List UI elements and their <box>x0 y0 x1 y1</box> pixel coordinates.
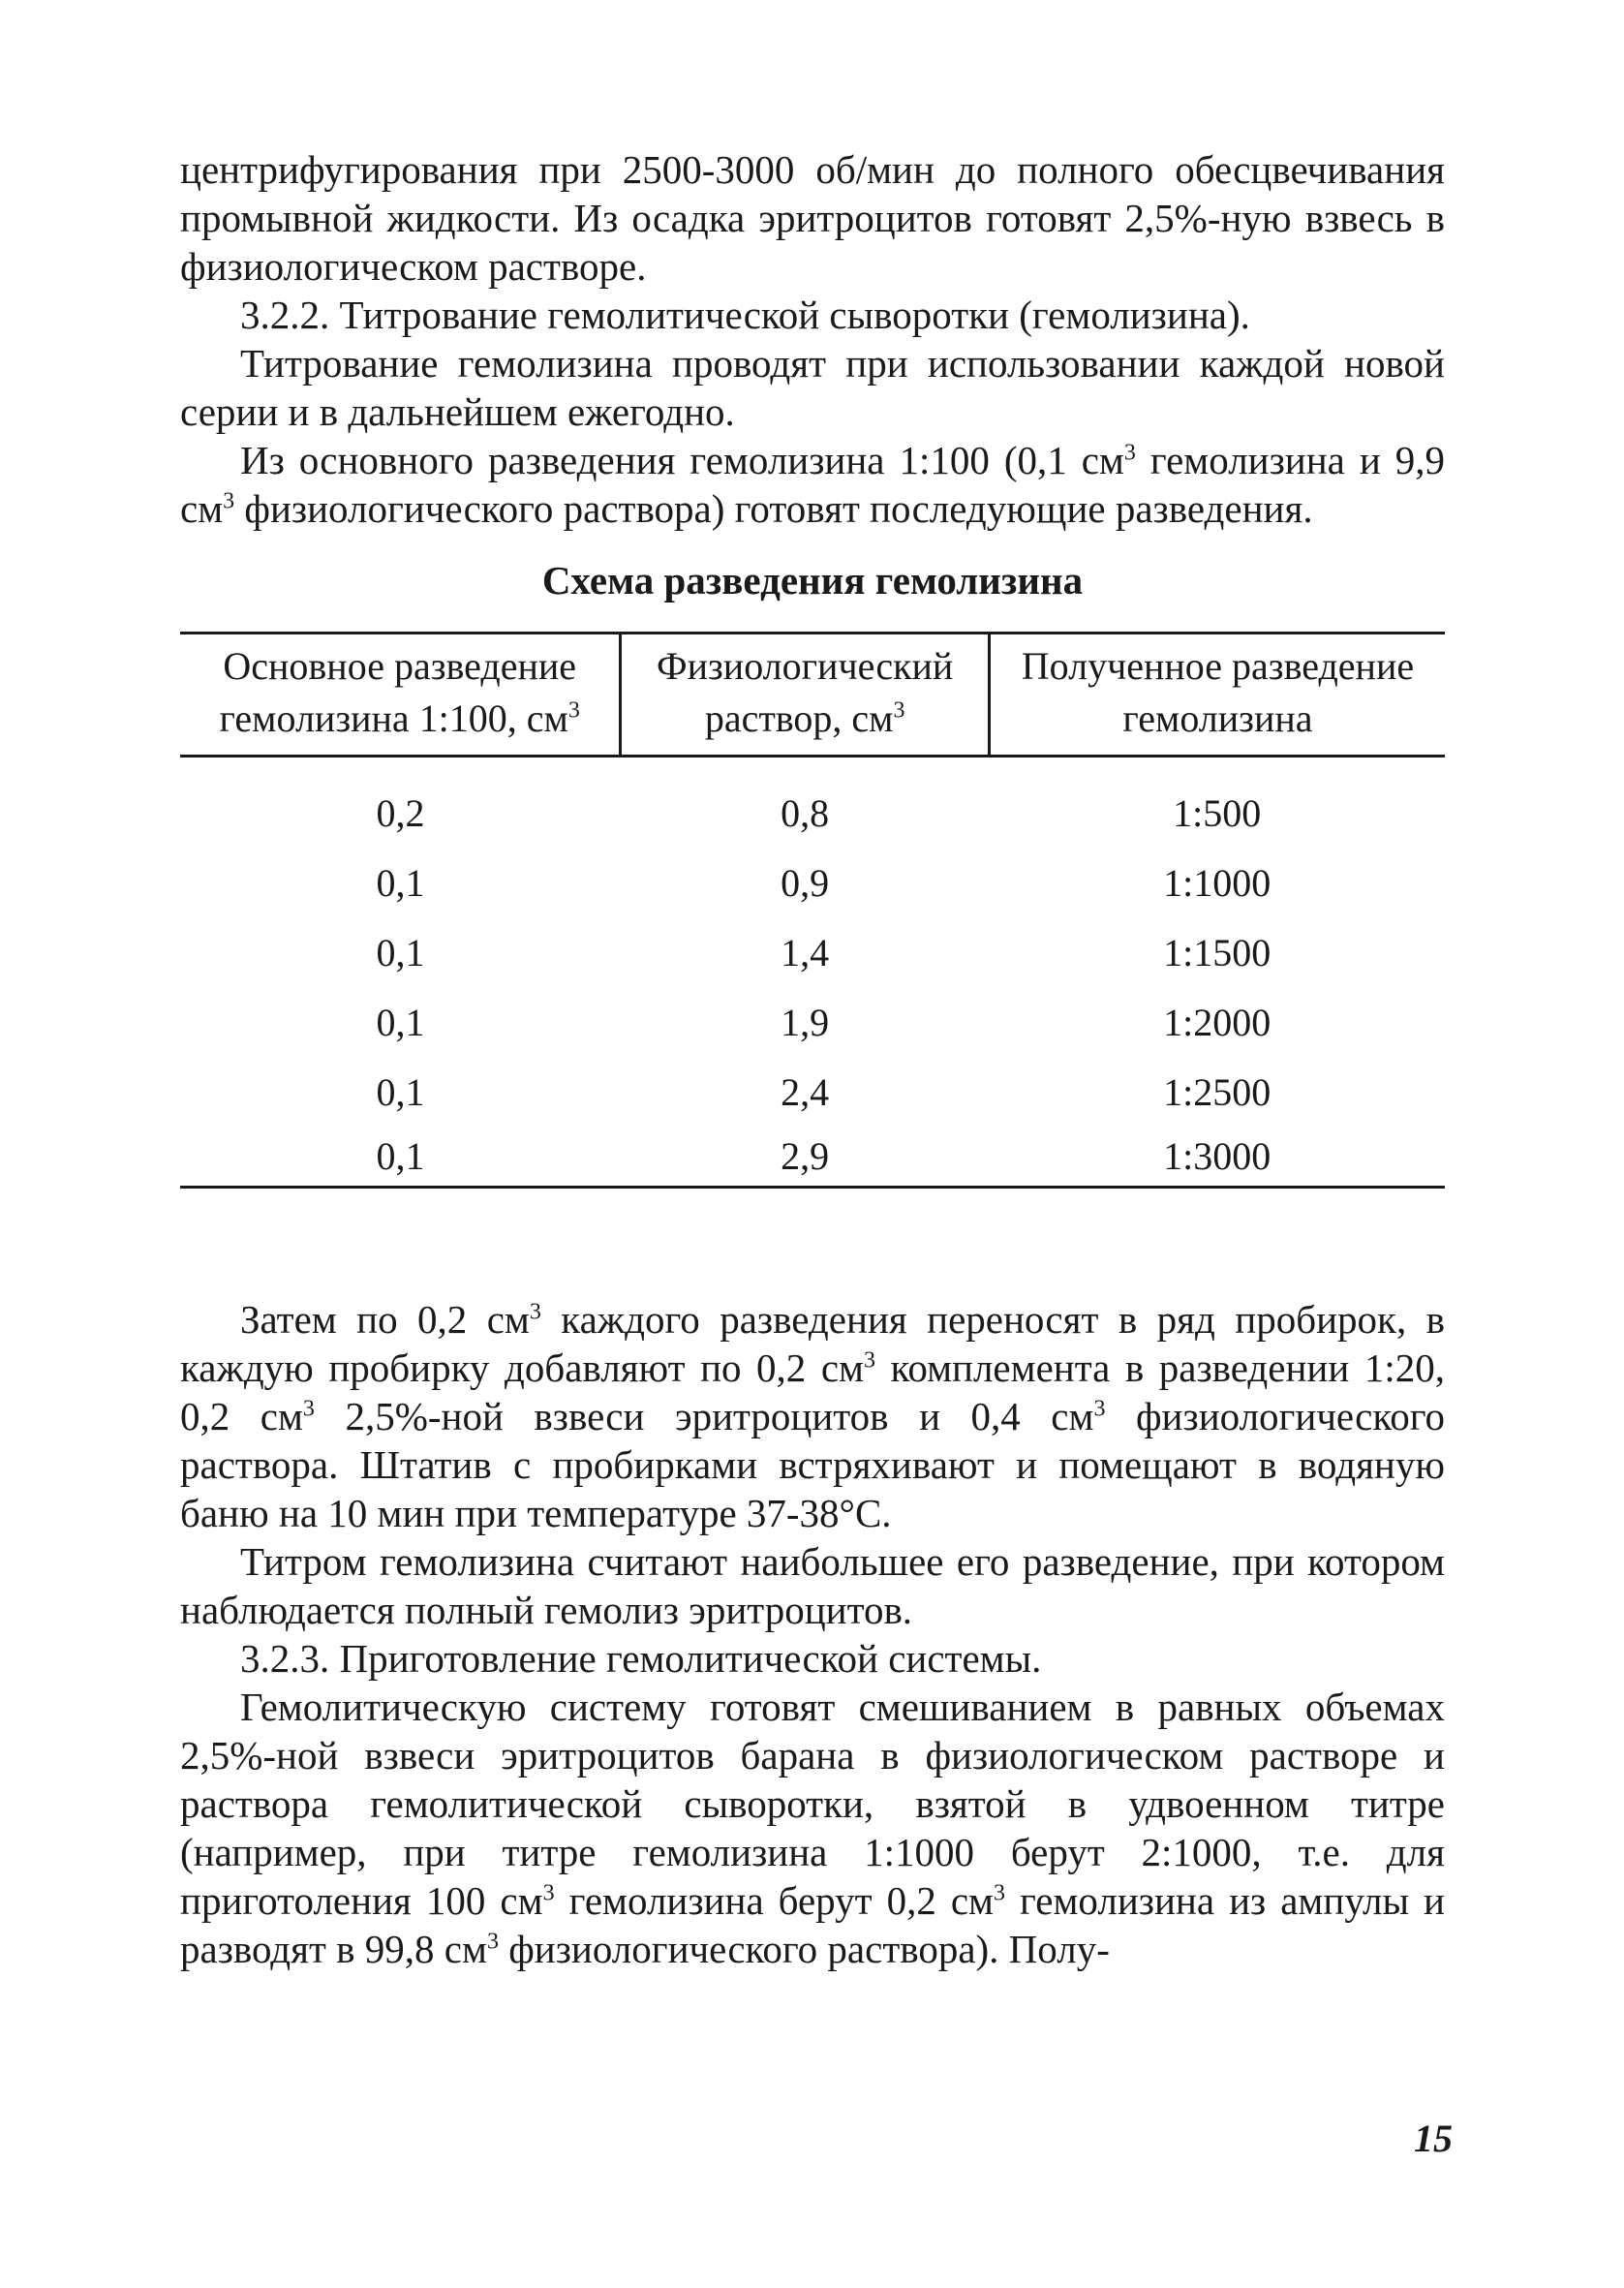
table-cell: 0,1 <box>376 861 425 905</box>
header-result-dilution <box>989 634 1445 757</box>
table-row <box>180 918 1445 988</box>
table-header-row <box>180 634 1445 757</box>
text-run: гемолизина берут 0,2 см <box>554 1878 994 1923</box>
table-cell: 0,1 <box>180 1128 621 1188</box>
superscript: 3 <box>1123 440 1136 466</box>
superscript: 3 <box>567 697 580 724</box>
superscript: 3 <box>893 697 905 724</box>
text-run: комплемента в разведении 1:20, 0,2 см <box>180 1345 1445 1438</box>
superscript: 3 <box>302 1396 315 1422</box>
table-cell: 1:500 <box>1173 791 1262 835</box>
text-run: 2,5%-ной взвеси эритроцитов и 0,4 см <box>314 1394 1094 1438</box>
table-row <box>180 849 1445 918</box>
text-run: физиологического раствора. Штатив с пробирками встряхивают и помещают в водяную баню на 10 мин при температуре 37-38°С. <box>180 1394 1445 1535</box>
table-row <box>180 1128 1445 1188</box>
superscript: 3 <box>529 1299 541 1325</box>
superscript: 3 <box>863 1347 875 1374</box>
dilution-table <box>180 632 1445 1189</box>
document-page <box>180 145 1445 1973</box>
table-cell: 0,8 <box>781 791 830 835</box>
table-cell: 1:2500 <box>1163 1070 1272 1114</box>
section-heading-3-2-2: 3.2.2. Титрование гемолитической сыворотки (гемолизина). <box>240 293 1250 337</box>
superscript: 3 <box>993 1880 1005 1906</box>
table-title: Схема разведения гемолизина <box>541 558 1084 603</box>
header-text: Полученное разведение гемолизина <box>1021 644 1415 740</box>
text-run: гемолизина из ампулы и разводят в 99,8 см <box>180 1878 1445 1971</box>
table-cell: 0,1 <box>376 931 425 974</box>
table-cell: 0,1 <box>376 1001 425 1044</box>
table-cell: 2,4 <box>781 1070 830 1114</box>
table-cell: 1:3000 <box>989 1128 1445 1188</box>
table-row <box>180 1058 1445 1128</box>
page-number: 15 <box>1414 2117 1453 2160</box>
paragraph-test-tubes <box>180 1295 1445 1537</box>
superscript: 3 <box>1093 1396 1106 1422</box>
header-base-dilution <box>180 634 621 757</box>
paragraph-centrifugation: центрифугирования при 2500-3000 об/мин до полного обесцвечивания промывной жидкости. Из осадка эритроцитов готовят 2,5%-ную взвесь в физиологическом растворе. <box>180 147 1445 289</box>
table-cell: 1,4 <box>781 931 830 974</box>
text-run: Затем по 0,2 см <box>240 1297 530 1342</box>
superscript: 3 <box>542 1880 555 1906</box>
table-cell: 2,9 <box>621 1128 990 1188</box>
paragraph-base-dilution <box>180 436 1445 533</box>
header-text: Физиологический раствор, см <box>656 644 954 740</box>
header-saline <box>621 634 990 757</box>
table-cell: 1:2000 <box>1163 1001 1272 1044</box>
table-cell: 0,1 <box>376 1070 425 1114</box>
text-run: Из основного разведения гемолизина 1:100 (0,1 см <box>240 438 1124 482</box>
text-run: гемолизина и 9,9 см <box>180 438 1445 531</box>
superscript: 3 <box>223 488 235 514</box>
section-heading-3-2-3: 3.2.3. Приготовление гемолитической системы. <box>240 1636 1042 1681</box>
text-run: физиологического раствора) готовят последующие разведения. <box>234 486 1313 531</box>
paragraph-titration-frequency: Титрование гемолизина проводят при использовании каждой новой серии и в дальнейшем ежегодно. <box>180 341 1445 434</box>
paragraph-hemolytic-system <box>180 1683 1445 1973</box>
text-run: Гемолитическую систему готовят смешиванием в равных объемах 2,5%-ной взвеси эритроцитов барана в физиологическом растворе и раствора гемолитической сыворотки, взятой в удвоенном титре (например, при титре гемолизина 1:1000 берут 2:1000, т.е. для приготоления 100 см <box>180 1685 1445 1923</box>
superscript: 3 <box>486 1929 499 1955</box>
table-cell: 1:1000 <box>1163 861 1272 905</box>
table-row <box>180 757 1445 850</box>
text-run: физиологического раствора). Полу- <box>498 1927 1110 1971</box>
table-cell: 1:1500 <box>1163 931 1272 974</box>
table-cell: 0,9 <box>781 861 830 905</box>
paragraph-titer-definition: Титром гемолизина считают наибольшее его разведение, при котором наблюдается полный гемолиз эритроцитов. <box>180 1539 1445 1632</box>
table-cell: 1,9 <box>781 1001 830 1044</box>
header-text: Основное разведение гемолизина 1:100, см <box>219 644 577 740</box>
table-row <box>180 988 1445 1058</box>
table-cell: 0,2 <box>376 791 425 835</box>
text-run: каждого разведения переносят в ряд пробирок, в каждую пробирку добавляют по 0,2 см <box>180 1297 1445 1390</box>
